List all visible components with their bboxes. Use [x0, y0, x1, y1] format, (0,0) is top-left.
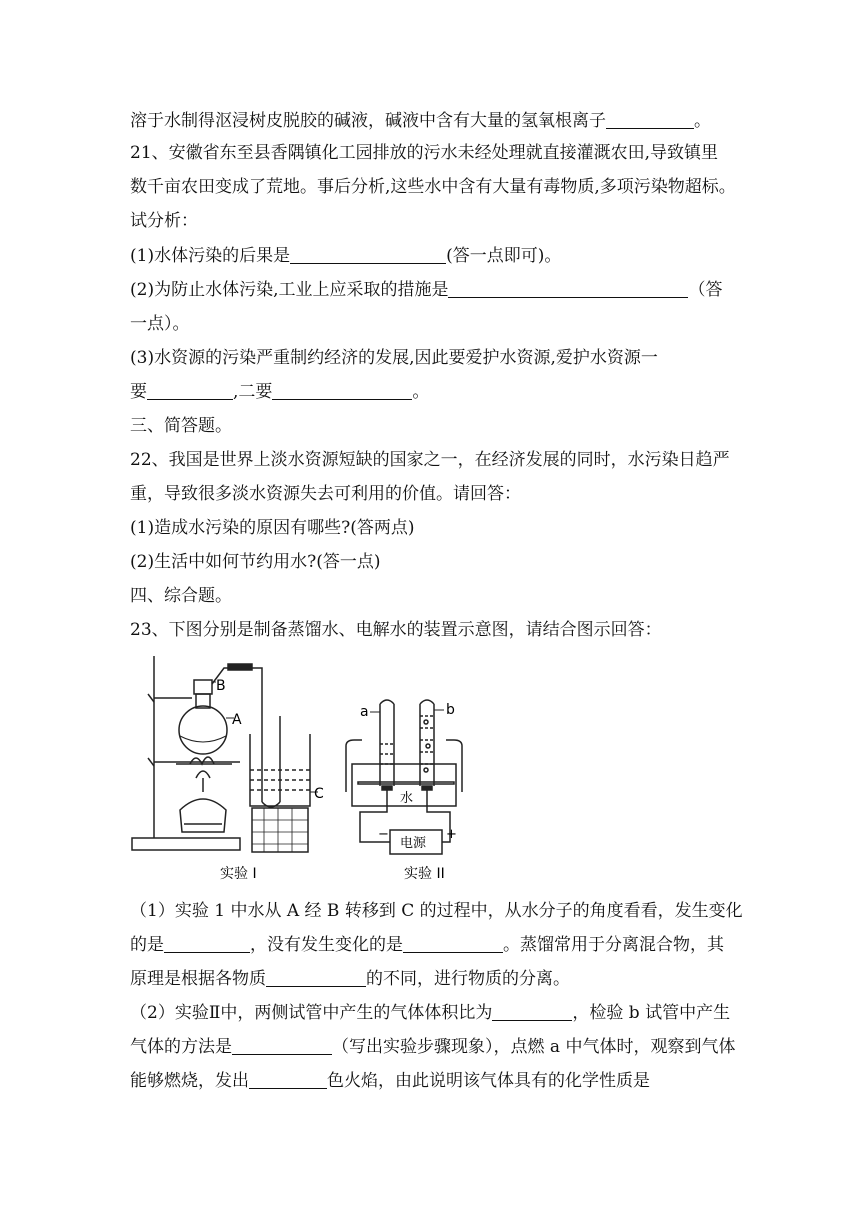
question-22-part2: (2)生活中如何节约用水?(答一点): [130, 552, 381, 572]
stand-base: [132, 838, 240, 850]
answer-blank[interactable]: [606, 110, 694, 129]
question-22-stem: 重，导致很多淡水资源失去可利用的价值。请回答：: [130, 484, 521, 504]
label-plus: +: [446, 827, 457, 842]
text: 溶于水制得沤浸树皮脱胶的碱液，碱液中含有大量的氢氧根离子: [130, 111, 606, 131]
label-a: a: [360, 704, 369, 720]
answer-blank[interactable]: [232, 1036, 332, 1055]
caption-exp2: 实验 II: [404, 866, 445, 882]
answer-blank[interactable]: [448, 279, 688, 298]
test-tube-b: [420, 700, 434, 786]
answer-blank[interactable]: [492, 1002, 572, 1021]
label-power: 电源: [400, 836, 427, 851]
answer-blank[interactable]: [164, 934, 250, 953]
question-21-stem: 21、安徽省东至县香隅镇化工园排放的污水未经处理就直接灌溉农田,导致镇里: [130, 143, 719, 163]
question-23-stem: 23、下图分别是制备蒸馏水、电解水的装置示意图，请结合图示回答：: [130, 620, 662, 640]
question-22-part1: (1)造成水污染的原因有哪些?(答两点): [130, 518, 415, 538]
section-heading: 四、综合题。: [130, 586, 232, 606]
question-23-part1: 原理是根据各物质 的不同，进行物质的分离。: [130, 969, 570, 989]
answer-blank[interactable]: [403, 934, 503, 953]
answer-blank[interactable]: [249, 1070, 327, 1089]
answer-blank[interactable]: [272, 381, 412, 400]
round-bottom-flask: [179, 706, 227, 754]
support-block: [252, 808, 308, 852]
label-b: b: [446, 702, 455, 718]
question-21-part2: 一点）。: [130, 314, 190, 334]
text-line: 溶于水制得沤浸树皮脱胶的碱液，碱液中含有大量的氢氧根离子 。: [130, 111, 711, 131]
question-21-part1: (1)水体污染的后果是 (答一点即可)。: [130, 246, 562, 266]
question-23-part2: 气体的方法是 （写出实验步骤现象），点燃 a 中气体时，观察到气体: [130, 1037, 736, 1057]
question-23-part2: 能够燃烧，发出 色火焰，由此说明该气体具有的化学性质是: [130, 1071, 650, 1091]
question-23-part2: （2）实验Ⅱ中，两侧试管中产生的气体体积比为 ，检验 b 试管中产生: [130, 1003, 731, 1023]
caption-exp1: 实验 I: [220, 866, 257, 882]
section-heading: 三、简答题。: [130, 416, 232, 436]
question-22-stem: 22、我国是世界上淡水资源短缺的国家之一，在经济发展的同时，水污染日趋严: [130, 450, 730, 470]
label-minus: −: [378, 827, 389, 842]
test-tube-a: [380, 700, 394, 786]
answer-blank[interactable]: [266, 968, 366, 987]
question-21-stem: 试分析：: [130, 211, 198, 231]
question-21-part2: (2)为防止水体污染,工业上应采取的措施是 （答: [130, 280, 723, 300]
question-21-stem: 数千亩农田变成了荒地。事后分析,这些水中含有大量有毒物质,多项污染物超标。: [130, 177, 736, 197]
alcohol-lamp: [180, 799, 226, 832]
question-21-part3: 要 ,二要 。: [130, 382, 430, 402]
question-21-part3: (3)水资源的污染严重制约经济的发展,因此要爱护水资源,爱护水资源一: [130, 348, 658, 368]
label-water: 水: [400, 791, 414, 806]
question-23-part1: （1）实验 1 中水从 A 经 B 转移到 C 的过程中，从水分子的角度看看，发生变化: [130, 901, 743, 921]
label-B: B: [216, 678, 226, 694]
label-C: C: [314, 786, 324, 802]
label-A: A: [232, 712, 242, 728]
answer-blank[interactable]: [290, 245, 446, 264]
question-23-part1: 的是 ，没有发生变化的是 。蒸馏常用于分离混合物，其: [130, 935, 724, 955]
answer-blank[interactable]: [147, 381, 233, 400]
apparatus-figure: [128, 652, 488, 888]
